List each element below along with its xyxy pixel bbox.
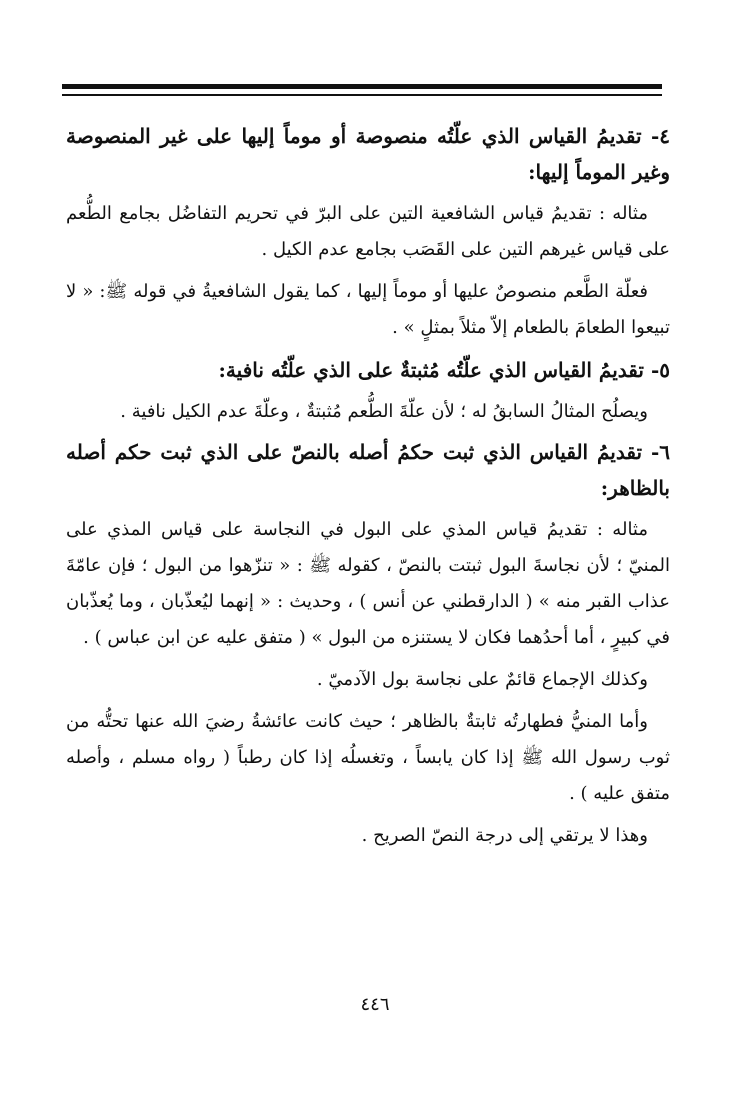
section-4-explanation: فعلّة الطَّعم منصوصٌ عليها أو موماً إليها ، كما يقول الشافعيةُ في قوله ﷺ: « لا تبيعوا الطعامَ بالطعام إلاّ مثلاً بمثلٍ » . bbox=[66, 281, 670, 338]
section-5-heading: ٥- تقديمُ القياس الذي علّتُه مُثبتةٌ على الذي علّتُه نافية: bbox=[218, 358, 670, 382]
page-number: ٤٤٦ bbox=[360, 994, 390, 1015]
section-4-example: مثاله : تقديمُ قياس الشافعية التين على البرّ في تحريم التفاضُل بجامع الطُّعم على قياس غيرهم التين على القَصَب بجامع عدم الكيل . bbox=[66, 203, 670, 260]
section-5-example: ويصلُح المثالُ السابقُ له ؛ لأن علّةَ الطُّعم مُثبتةٌ ، وعلّةَ عدم الكيل نافية . bbox=[120, 401, 648, 422]
header-rule-thin bbox=[62, 94, 662, 96]
section-6-example: مثاله : تقديمُ قياس المذي على البول في النجاسة على قياس المذي على المنيّ ؛ لأن نجاسةَ البول ثبتت بالنصّ ، كقوله ﷺ : « تنزّهوا من البول ؛ فإن عامّةَ عذاب القبر منه » ( الدارقطني عن أنس ) ، وحديث : « إنهما ليُعذّبان ، وما يُعذّبان في كبيرٍ ، أما أحدُهما فكان لا يستنزه من البول » ( متفق عليه عن ابن عباس ) . bbox=[66, 519, 670, 648]
section-6-conclusion: وهذا لا يرتقي إلى درجة النصّ الصريح . bbox=[361, 825, 648, 846]
section-6-mani: وأما المنيُّ فطهارتُه ثابتةٌ بالظاهر ؛ حيث كانت عائشةُ رضيَ الله عنها تحتُّه من ثوب رسول الله ﷺ إذا كان يابساً ، وتغسلُه إذا كان رطباً ( رواه مسلم ، وأصله متفق عليه ) . bbox=[66, 711, 670, 804]
page-body bbox=[66, 118, 670, 860]
header-rule-thick bbox=[62, 84, 662, 89]
section-6-ijma: وكذلك الإجماع قائمٌ على نجاسة بول الآدميّ . bbox=[316, 669, 648, 690]
section-4-heading: ٤- تقديمُ القياس الذي علّتُه منصوصة أو موماً إليها على غير المنصوصة وغير الموماً إليها: bbox=[66, 124, 670, 184]
section-6-heading: ٦- تقديمُ القياس الذي ثبت حكمُ أصله بالنصّ على الذي ثبت حكم أصله بالظاهر: bbox=[66, 440, 670, 500]
